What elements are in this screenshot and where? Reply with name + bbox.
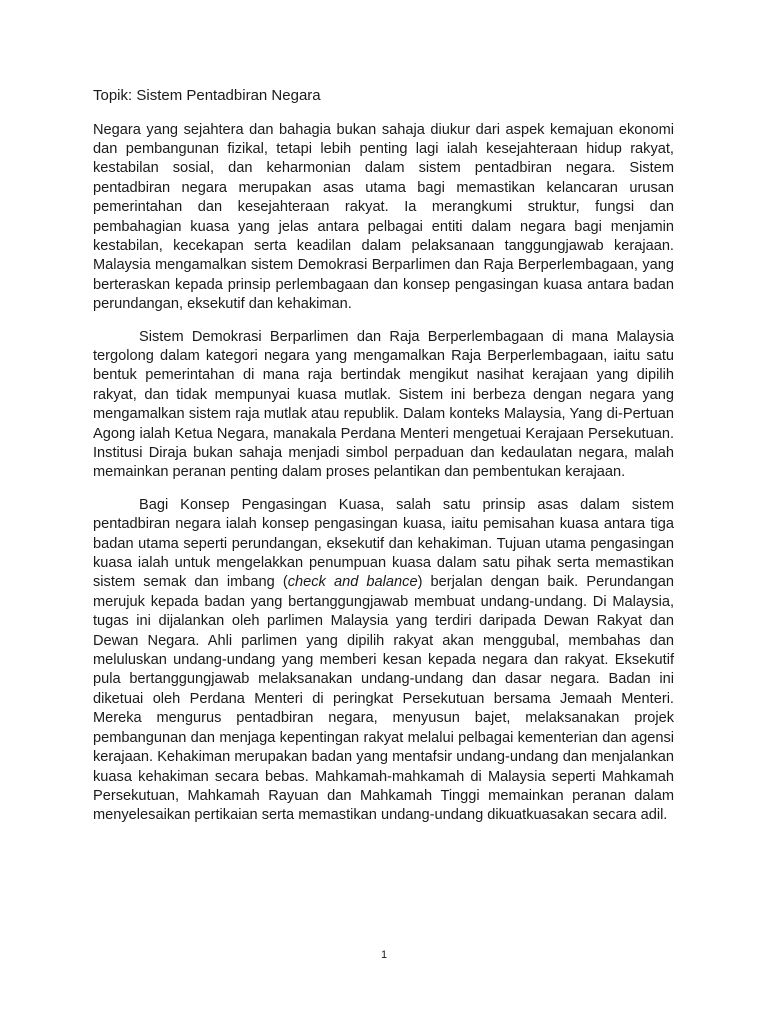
paragraph-constitutional-monarchy: Sistem Demokrasi Berparlimen dan Raja Berperlembagaan di mana Malaysia tergolong dalam kategori negara yang mengamalkan Raja Berperlembagaan, iaitu satu bentuk pemerintahan di mana raja bertindak mengikut nasihat kerajaan yang dipilih rakyat, dan tidak mempunyai kuasa mutlak. Sistem ini berbeza dengan negara yang mengamalkan sistem raja mutlak atau republik. Dalam konteks Malaysia, Yang di-Pertuan Agong ialah Ketua Negara, manakala Perdana Menteri mengetuai Kerajaan Persekutuan. Institusi Diraja bukan sahaja menjadi simbol perpaduan dan kedaulatan negara, malah memainkan peranan penting dalam proses pelantikan dan pembentukan kerajaan. xyxy=(93,328,674,481)
paragraph-introduction: Negara yang sejahtera dan bahagia bukan sahaja diukur dari aspek kemajuan ekonomi dan pembangunan fizikal, tetapi lebih penting lagi ialah kesejahteraan hidup rakyat, kestabilan sosial, dan keharmonian dalam sistem pentadbiran negara. Sistem pentadbiran negara merupakan asas utama bagi memastikan kelancaran urusan pemerintahan dan kesejahteraan rakyat. Ia merangkumi struktur, fungsi dan pembahagian kuasa yang jelas antara pelbagai entiti dalam negara bagi menjamin kestabilan, kecekapan serta keadilan dalam pelaksanaan tanggungjawab kerajaan. Malaysia mengamalkan sistem Demokrasi Berparlimen dan Raja Berperlembagaan, yang berteraskan kepada prinsip perlembagaan dan konsep pengasingan kuasa antara badan perundangan, eksekutif dan kehakiman. xyxy=(93,121,674,313)
paragraph-text-part: ) berjalan dengan baik. Perundangan merujuk kepada badan yang bertanggungjawab membuat undang-undang. Di Malaysia, tugas ini dijalankan oleh parlimen Malaysia yang terdiri daripada Dewan Rakyat dan Dewan Negara. Ahli parlimen yang dipilih rakyat akan menggubal, membahas dan meluluskan undang-undang yang memberi kesan kepada negara dan rakyat. Eksekutif pula bertanggungjawab melaksanakan undang-undang dan dasar negara. Badan ini diketuai oleh Perdana Menteri di peringkat Persekutuan bersama Jemaah Menteri. Mereka mengurus pentadbiran negara, menyusun bajet, melaksanakan projek pembangunan dan menjaga kepentingan rakyat melalui pelbagai kementerian dan agensi kerajaan. Kehakiman merupakan badan yang mentafsir undang-undang dan menjalankan kuasa kehakiman secara bebas. Mahkamah-mahkamah di Malaysia seperti Mahkamah Persekutuan, Mahkamah Rayuan dan Mahkamah Tinggi memainkan peranan dalam menyelesaikan pertikaian serta memastikan undang-undang dikuatkuasakan secara adil. xyxy=(93,574,675,824)
document-body xyxy=(93,86,674,839)
italic-term: check and balance xyxy=(287,574,418,591)
document-title: Topik: Sistem Pentadbiran Negara xyxy=(93,87,321,104)
paragraph-text-part: Bagi Konsep Pengasingan Kuasa, salah satu prinsip asas dalam sistem pentadbiran negara ialah konsep pengasingan kuasa, iaitu pemisahan kuasa antara tiga badan utama seperti perundangan, eksekutif dan kehakiman. Tujuan utama pengasingan kuasa ialah untuk mengelakkan penumpuan kuasa dalam satu pihak serta memastikan sistem semak dan imbang ( xyxy=(93,496,674,591)
paragraph-separation-of-powers xyxy=(93,496,674,826)
page-number: 1 xyxy=(380,949,388,961)
